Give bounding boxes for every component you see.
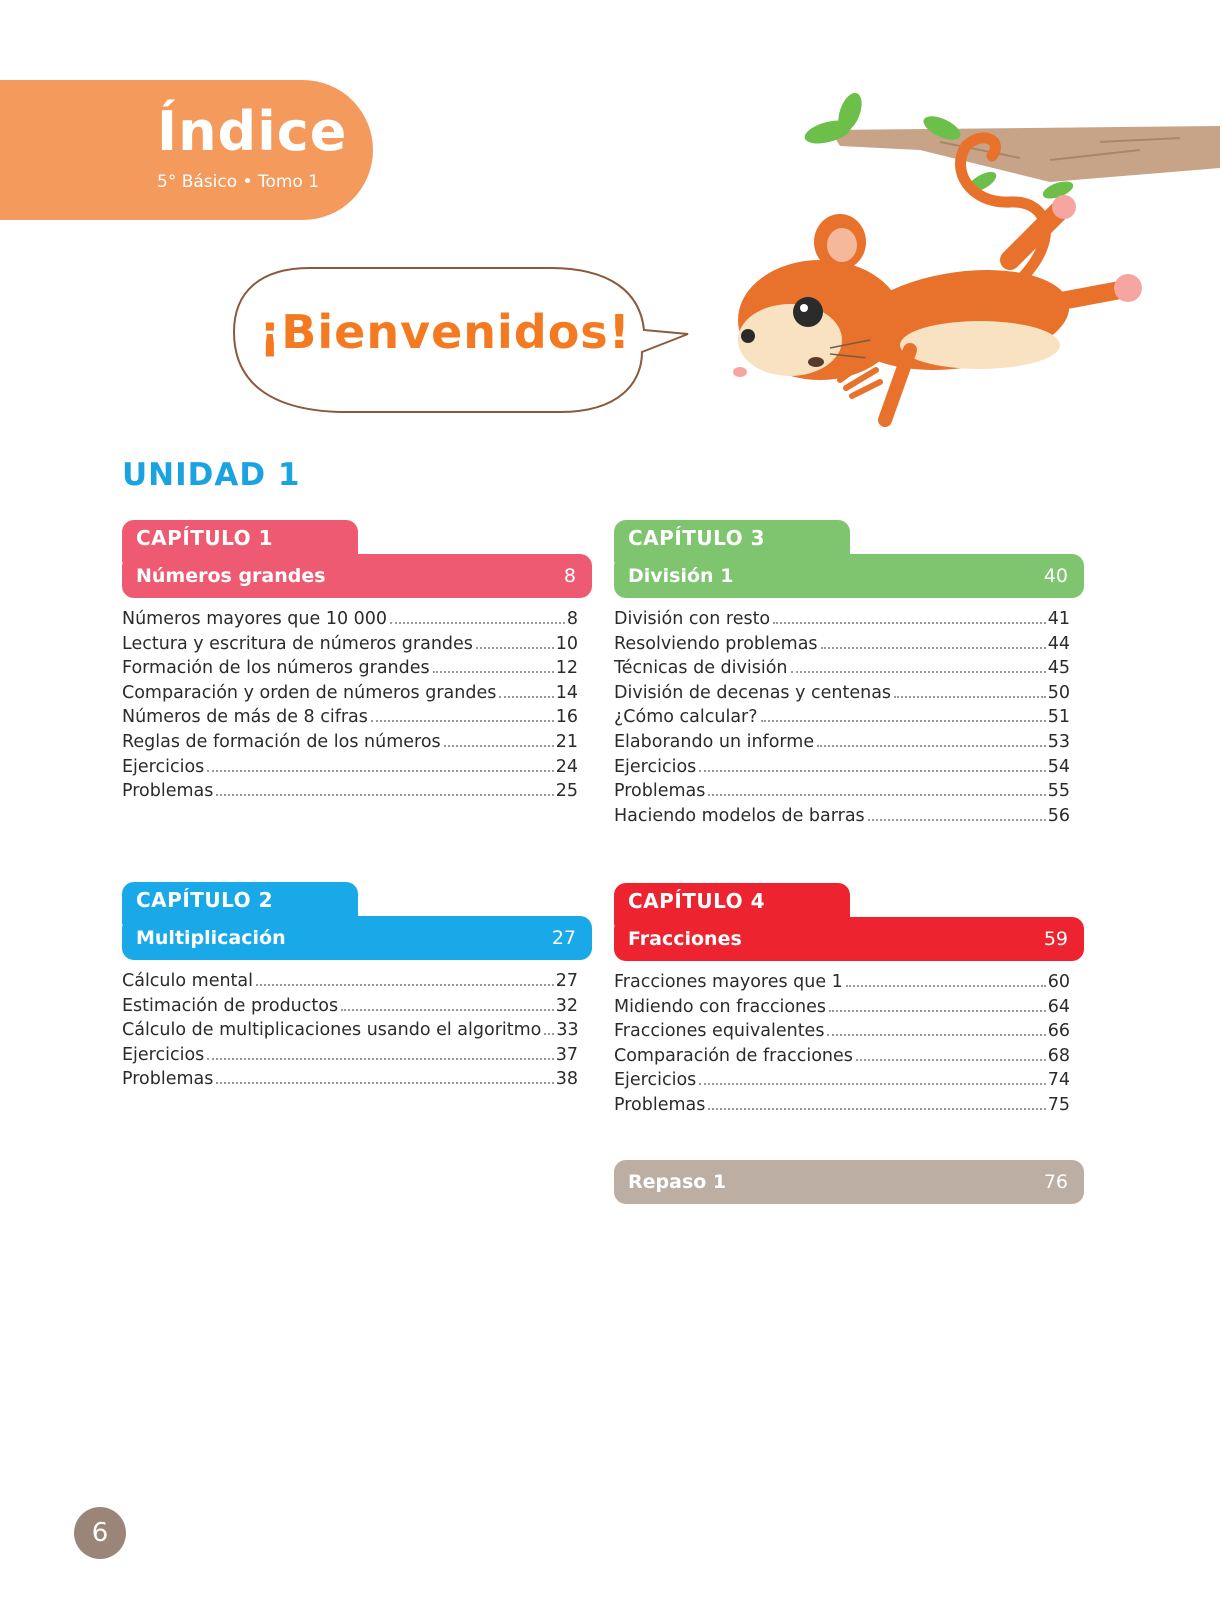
chapter-label: CAPÍTULO 1 [122,520,358,562]
toc-item-title: Midiendo con fracciones [614,996,827,1017]
toc-item-title: Estimación de productos [122,995,339,1016]
toc-item-title: Números de más de 8 cifras [122,707,368,728]
toc-item-page: 66 [1047,1021,1070,1042]
toc-item-page: 25 [555,781,578,802]
toc-list [614,972,1070,1120]
dot-leader [390,622,565,624]
toc-item-page: 14 [555,682,578,703]
toc-item[interactable] [122,996,578,1021]
chapter-page: 40 [1043,565,1068,587]
chapter-title-bar[interactable] [614,554,1084,598]
dot-leader [341,1009,554,1011]
toc-item[interactable] [614,806,1070,831]
toc-item[interactable] [122,971,578,996]
dot-leader [699,770,1045,772]
toc-item-title: Lectura y escritura de números grandes [122,633,473,654]
toc-item-title: Formación de los números grandes [122,658,430,679]
chapter-title: Fracciones [628,928,742,950]
dot-leader [708,794,1045,796]
toc-item-page: 68 [1047,1045,1070,1066]
toc-item-title: Comparación de fracciones [614,1045,853,1066]
toc-item-page: 38 [555,1069,578,1090]
dot-leader [827,1034,1045,1036]
toc-item-page: 74 [1047,1070,1070,1091]
toc-item-page: 53 [1047,731,1070,752]
dot-leader [699,1083,1045,1085]
toc-item-title: Ejercicios [614,756,697,777]
toc-item[interactable] [614,1046,1070,1071]
dot-leader [256,984,554,986]
toc-item-title: ¿Cómo calcular? [614,707,758,728]
toc-item-title: División con resto [614,609,771,629]
dot-leader [544,1033,554,1035]
dot-leader [444,745,554,747]
toc-item[interactable] [614,1021,1070,1046]
chapter-label: CAPÍTULO 3 [614,520,850,562]
toc-item-title: Fracciones equivalentes [614,1021,825,1042]
toc-item-page: 54 [1047,756,1070,777]
toc-item[interactable] [122,757,578,782]
toc-item-title: Haciendo modelos de barras [614,805,865,826]
toc-item[interactable] [614,757,1070,782]
toc-item[interactable] [614,781,1070,806]
dot-leader [821,647,1046,649]
toc-item[interactable] [122,683,578,708]
toc-item[interactable] [614,609,1070,634]
page-title: Índice [157,100,348,163]
dot-leader [216,1082,553,1084]
toc-item-page: 24 [555,756,578,777]
dot-leader [817,745,1046,747]
dot-leader [216,794,553,796]
dot-leader [371,720,554,722]
toc-item-title: Problemas [614,1094,706,1115]
repaso-title: Repaso 1 [628,1171,727,1193]
toc-item[interactable] [122,1069,578,1094]
toc-item[interactable] [614,732,1070,757]
toc-item-title: Cálculo mental [122,971,254,991]
dot-leader [476,647,554,649]
toc-item-title: Elaborando un informe [614,731,815,752]
chapter-title: Multiplicación [136,927,286,949]
chapter-page: 59 [1043,928,1068,950]
repaso-page: 76 [1043,1171,1068,1193]
toc-item-title: Fracciones mayores que 1 [614,972,843,992]
toc-item-page: 27 [555,971,578,991]
dot-leader [846,985,1046,987]
toc-item-page: 55 [1047,781,1070,802]
toc-item-page: 45 [1047,658,1070,679]
toc-item-title: Ejercicios [122,1044,205,1065]
dot-leader [761,720,1046,722]
toc-item[interactable] [122,707,578,732]
toc-item[interactable] [614,972,1070,997]
dot-leader [856,1059,1046,1061]
toc-list [122,971,578,1094]
toc-item[interactable] [122,634,578,659]
toc-item[interactable] [614,683,1070,708]
toc-item-page: 75 [1047,1094,1070,1115]
toc-item-title: Números mayores que 10 000 [122,609,388,629]
chapter-title: División 1 [628,565,734,587]
toc-item[interactable] [614,707,1070,732]
dot-leader [868,819,1046,821]
dot-leader [207,770,553,772]
toc-item-title: Cálculo de multiplicaciones usando el algoritmo [122,1020,542,1041]
toc-item[interactable] [614,634,1070,659]
repaso-bar[interactable] [614,1160,1084,1204]
chapter-label: CAPÍTULO 2 [122,882,358,924]
toc-item[interactable] [122,609,578,634]
toc-item-title: División de decenas y centenas [614,682,892,703]
unit-title: UNIDAD 1 [122,457,301,493]
dot-leader [207,1058,553,1060]
toc-list [122,609,578,806]
toc-item-title: Técnicas de división [614,658,788,679]
toc-item[interactable] [122,781,578,806]
toc-item-page: 44 [1047,633,1070,654]
welcome-text: ¡Bienvenidos! [259,305,631,359]
toc-item[interactable] [614,997,1070,1022]
toc-item-page: 51 [1047,707,1070,728]
chapter-title-bar[interactable] [122,916,592,960]
toc-item-page: 32 [555,995,578,1016]
toc-item-page: 16 [555,707,578,728]
toc-item-page: 64 [1047,996,1070,1017]
toc-item-title: Ejercicios [614,1070,697,1091]
toc-item-title: Resolviendo problemas [614,633,818,654]
dot-leader [433,671,554,673]
toc-item[interactable] [614,1070,1070,1095]
toc-item-title: Problemas [614,781,706,802]
toc-item-page: 21 [555,731,578,752]
toc-item-title: Ejercicios [122,756,205,777]
page-number: 6 [74,1507,126,1559]
toc-item[interactable] [122,658,578,683]
monkey-illustration [720,90,1220,480]
toc-item[interactable] [122,732,578,757]
dot-leader [894,696,1046,698]
dot-leader [791,671,1046,673]
toc-item-page: 41 [1047,609,1070,629]
chapter-title: Números grandes [136,565,326,587]
toc-item-page: 10 [555,633,578,654]
chapter-title-bar[interactable] [614,917,1084,961]
dot-leader [773,622,1046,624]
toc-item-page: 37 [555,1044,578,1065]
toc-item-title: Problemas [122,781,214,802]
chapter-label: CAPÍTULO 4 [614,883,850,925]
toc-item-page: 56 [1047,805,1070,826]
toc-item-title: Reglas de formación de los números [122,731,441,752]
toc-item[interactable] [614,658,1070,683]
toc-item-page: 8 [566,609,578,629]
chapter-page: 8 [563,565,576,587]
toc-list [614,609,1070,830]
toc-item-page: 50 [1047,682,1070,703]
toc-item-page: 33 [556,1020,579,1041]
toc-item-page: 60 [1047,972,1070,992]
toc-item[interactable] [614,1095,1070,1120]
toc-item-title: Comparación y orden de números grandes [122,682,497,703]
toc-item[interactable] [122,1020,578,1045]
dot-leader [829,1010,1046,1012]
chapter-title-bar[interactable] [122,554,592,598]
chapter-page: 27 [551,927,576,949]
page-subtitle: 5° Básico • Tomo 1 [157,172,320,192]
dot-leader [499,696,553,698]
toc-item[interactable] [122,1045,578,1070]
toc-item-page: 12 [555,658,578,679]
toc-item-title: Problemas [122,1069,214,1090]
dot-leader [708,1108,1045,1110]
